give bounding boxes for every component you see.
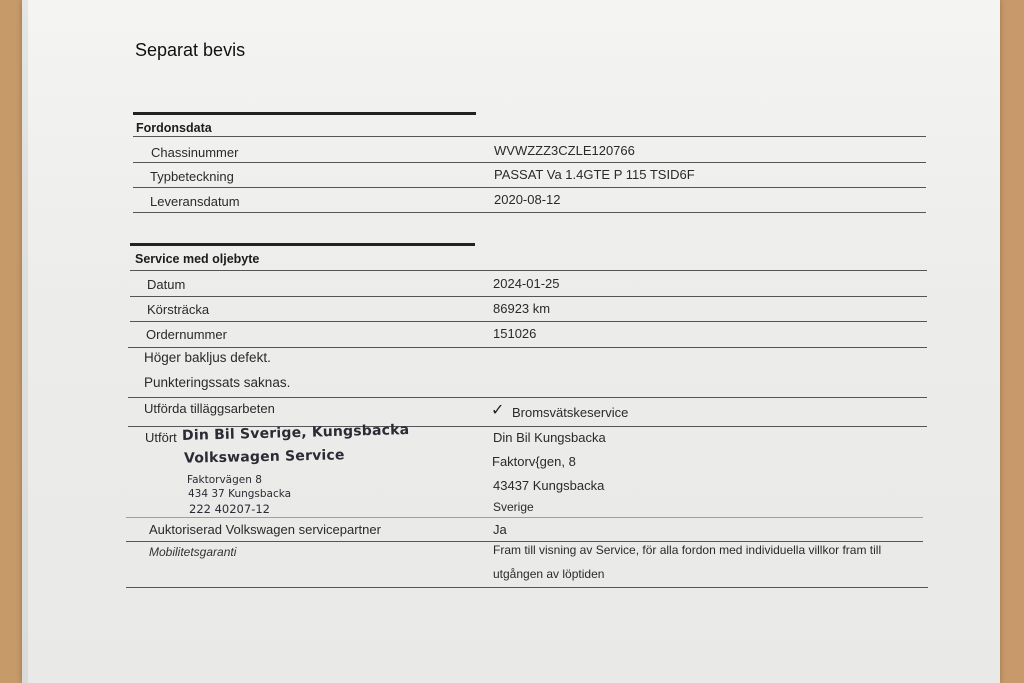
stamp-phone: 222 40207-12	[189, 502, 270, 516]
row-divider	[128, 397, 927, 398]
value-mobility-line1: Fram till visning av Service, för alla fordon med individuella villkor fram till	[493, 543, 882, 557]
stamp-postal: 434 37 Kungsbacka	[188, 488, 292, 500]
row-divider	[130, 270, 927, 271]
page-title: Separat bevis	[135, 40, 246, 60]
note-puncture-kit: Punkteringssats saknas.	[144, 375, 291, 390]
value-mileage: 86923 km	[493, 301, 551, 316]
label-mileage: Körsträcka	[147, 302, 210, 317]
row-divider	[133, 212, 926, 213]
row-divider	[133, 162, 926, 163]
value-type: PASSAT Va 1.4GTE P 115 TSID6F	[494, 167, 695, 182]
label-mobility: Mobilitetsgaranti	[149, 545, 237, 559]
stamp-street: Faktorvägen 8	[187, 474, 262, 486]
value-date: 2024-01-25	[493, 276, 560, 291]
section-rule	[133, 112, 476, 115]
label-extra-work: Utförda tilläggsarbeten	[144, 401, 275, 416]
value-order: 151026	[493, 326, 537, 341]
stamp-company: Din Bil Sverige, Kungsbacka	[181, 422, 410, 444]
section-title-service: Service med oljebyte	[135, 252, 260, 266]
row-divider	[126, 541, 923, 542]
section-title-vehicle: Fordonsdata	[136, 121, 212, 135]
workshop-street: Faktorv{gen, 8	[492, 454, 576, 469]
workshop-country: Sverige	[493, 500, 534, 514]
label-performed: Utfört	[145, 430, 177, 445]
row-divider	[126, 517, 923, 518]
row-divider	[130, 321, 927, 322]
value-mobility-line2: utgången av löptiden	[493, 567, 605, 581]
row-divider	[126, 587, 928, 588]
label-chassis: Chassinummer	[151, 145, 239, 160]
check-icon: ✓	[491, 402, 505, 419]
label-type: Typbeteckning	[150, 169, 234, 184]
value-extra-work: Bromsvätskeservice	[512, 405, 629, 420]
row-divider	[133, 136, 926, 137]
row-divider	[128, 347, 927, 348]
workshop-name: Din Bil Kungsbacka	[493, 430, 606, 445]
stamp-brand: Volkswagen Service	[183, 447, 345, 467]
label-delivery: Leveransdatum	[150, 194, 240, 209]
value-chassis: WVWZZZ3CZLE120766	[494, 143, 635, 158]
row-divider	[133, 187, 926, 188]
label-authorized: Auktoriserad Volkswagen servicepartner	[149, 522, 381, 537]
section-rule	[130, 243, 475, 246]
note-rear-light: Höger bakljus defekt.	[144, 350, 271, 365]
value-authorized: Ja	[493, 522, 507, 537]
workshop-postal: 43437 Kungsbacka	[493, 478, 605, 493]
label-date: Datum	[147, 277, 186, 292]
paper-edge	[22, 0, 28, 683]
value-delivery: 2020-08-12	[494, 192, 561, 207]
label-order: Ordernummer	[146, 327, 227, 342]
row-divider	[130, 296, 927, 297]
